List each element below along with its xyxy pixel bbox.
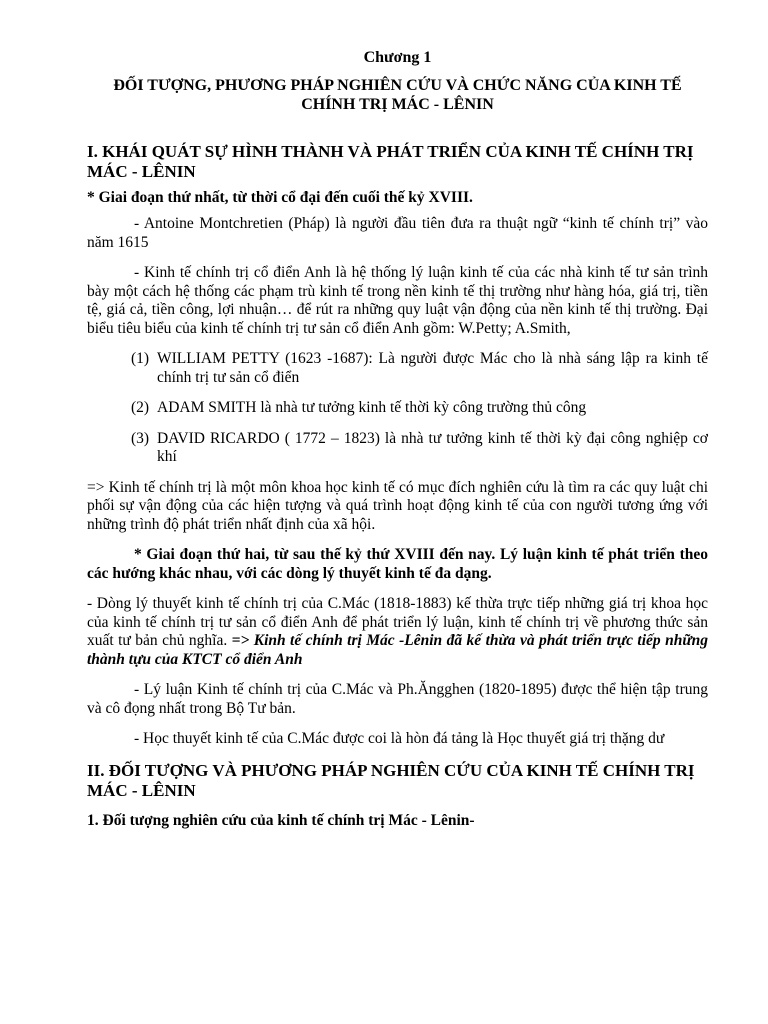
stage2-heading: * Giai đoạn thứ hai, từ sau thế kỷ thứ XVIII đến nay. Lý luận kinh tế phát triển theo các hướng khác nhau, với các dòng lý thuyết kinh tế đa dạng. [87,546,708,582]
section1-heading: I. KHÁI QUÁT SỰ HÌNH THÀNH VÀ PHÁT TRIỂN CỦA KINH TẾ CHÍNH TRỊ MÁC - LÊNIN [87,142,694,181]
paragraph-montchretien: - Antoine Montchretien (Pháp) là người đầu tiên đưa ra thuật ngữ “kinh tế chính trị” vào năm 1615 [87,215,708,251]
chapter-title: ĐỐI TƯỢNG, PHƯƠNG PHÁP NGHIÊN CỨU VÀ CHỨC NĂNG CỦA KINH TẾ CHÍNH TRỊ MÁC - LÊNIN [113,77,682,113]
list-item-text: WILLIAM PETTY (1623 -1687): Là người được Mác cho là nhà sáng lập ra kinh tế chính trị tư sản cổ điển [157,350,708,386]
section2-heading: II. ĐỐI TƯỢNG VÀ PHƯƠNG PHÁP NGHIÊN CỨU CỦA KINH TẾ CHÍNH TRỊ MÁC - LÊNIN [87,760,695,800]
list-item [87,399,708,418]
section2-subheading: 1. Đối tượng nghiên cứu của kinh tế chính trị Mác - Lênin- [87,811,475,829]
list-item [87,350,708,387]
paragraph-marx-emphasis: => Kinh tế chính trị Mác -Lênin đã kế thừa và phát triển trực tiếp những thành tựu của KTCT cổ điển Anh [87,632,708,668]
list-item [87,430,708,467]
list-item-text: DAVID RICARDO ( 1772 – 1823) là nhà tư tưởng kinh tế thời kỳ đại công nghiệp cơ khí [157,429,708,465]
stage1-heading: * Giai đoạn thứ nhất, từ thời cổ đại đến cuối thế kỷ XVIII. [87,189,473,206]
paragraph-classical-english: - Kinh tế chính trị cổ điển Anh là hệ thống lý luận kinh tế của các nhà kinh tế tư sản trình bày một cách hệ thống các phạm trù kinh tế trong nền kinh tế thị trường như hàng hóa, giá trị, tiền tệ, giá cả, tiền công, lợi nhuận… để rút ra những quy luật vận động của nền kinh tế thị trường. Đại biểu tiêu biểu của kinh tế chính trị tư sản cổ điển Anh gồm: W.Petty; A.Smith, [87,264,708,337]
paragraph-marx-theory [87,595,708,669]
paragraph-surplus-value: - Học thuyết kinh tế của C.Mác được coi là hòn đá tảng là Học thuyết giá trị thặng dư [134,730,665,747]
economists-list [87,350,708,467]
list-item-number: (2) [131,399,150,416]
list-item-number: (1) [131,350,150,367]
paragraph-marx-text: - Dòng lý thuyết kinh tế chính trị của C.Mác (1818-1883) kế thừa trực tiếp những giá trị khoa học của kinh tế chính trị tư sản cổ điển Anh để phát triển lý luận, kinh tế chính trị về phương thức sản xuất tư bản chủ nghĩa. [87,595,708,649]
paragraph-conclusion: => Kinh tế chính trị là một môn khoa học kinh tế có mục đích nghiên cứu là tìm ra các quy luật chi phối sự vận động của các hiện tượng và quá trình hoạt động kinh tế của con người tương ứng với những trình độ phát triển nhất định của xã hội. [87,478,708,533]
paragraph-capital: - Lý luận Kinh tế chính trị của C.Mác và Ph.Ăngghen (1820-1895) được thể hiện tập trung và cô đọng nhất trong Bộ Tư bản. [87,681,708,717]
list-item-text: ADAM SMITH là nhà tư tưởng kinh tế thời kỳ công trường thủ công [157,399,587,416]
chapter-label: Chương 1 [363,49,432,66]
list-item-number: (3) [131,429,150,447]
